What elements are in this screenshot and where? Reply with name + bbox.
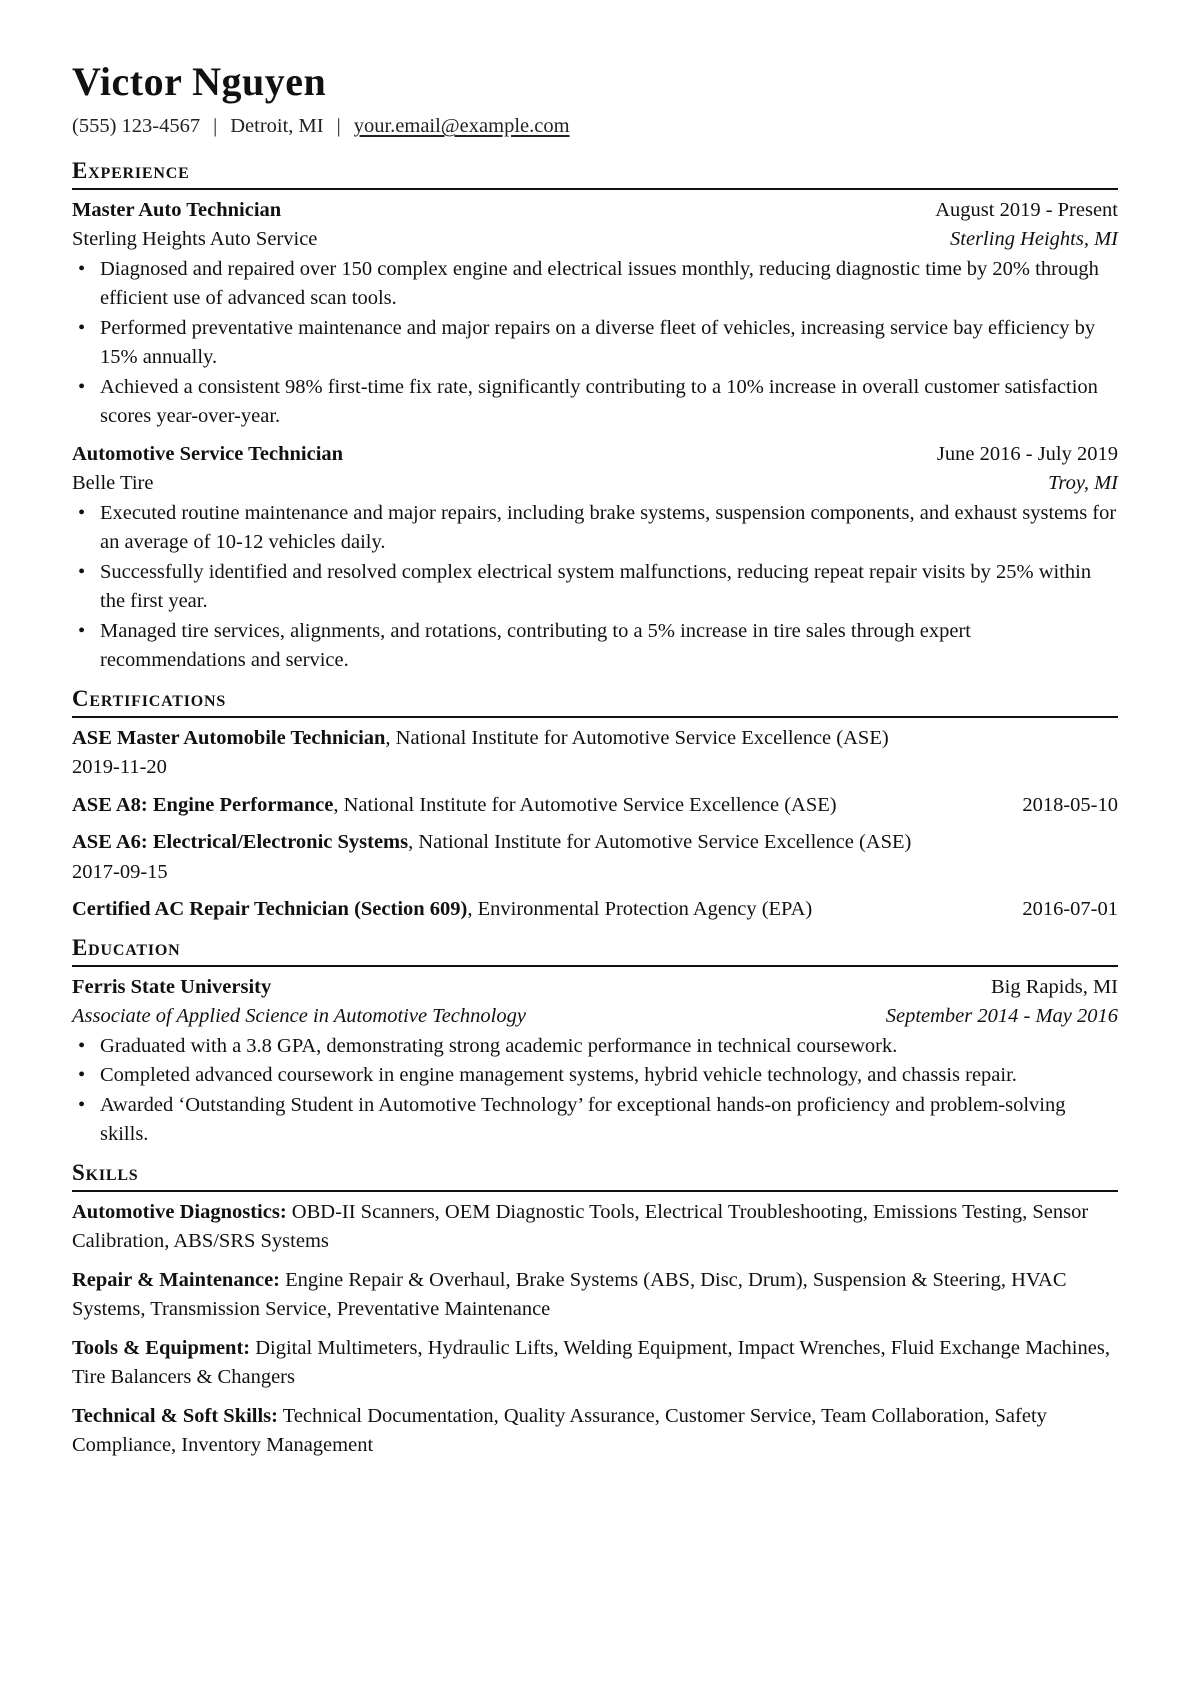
phone: (555) 123-4567 — [72, 115, 201, 137]
job-entry — [72, 196, 1118, 432]
separator: | — [213, 115, 218, 137]
candidate-name: Victor Nguyen — [72, 59, 327, 104]
bullet-item: • Performed preventative maintenance and major repairs on a diverse fleet of vehicles, increasing service bay efficiency by 15% annually. — [72, 314, 1118, 373]
cert-name: ASE A6: Electrical/Electronic Systems — [72, 831, 409, 853]
email-link[interactable]: your.email@example.com — [353, 115, 570, 137]
section-heading: Certifications — [72, 684, 1118, 718]
education-dates: September 2014 - May 2016 — [885, 1005, 1118, 1027]
skill-items: OBD-II Scanners, OEM Diagnostic Tools, Electrical Troubleshooting, Emissions Testing, Sensor Calibration, ABS/SRS Systems — [72, 1200, 1089, 1252]
skills-section — [72, 1158, 1118, 1461]
job-company: Sterling Heights Auto Service — [72, 228, 318, 250]
school-name: Ferris State University — [72, 975, 272, 998]
cert-name: Certified AC Repair Technician (Section 609) — [72, 898, 468, 920]
section-heading: Experience — [72, 156, 1118, 190]
skill-label: Tools & Equipment: — [72, 1336, 251, 1359]
cert-date: 2018-05-10 — [1022, 793, 1118, 816]
bullet-item: • Awarded ‘Outstanding Student in Automotive Technology’ for exceptional hands-on proficiency and problem-solving skills. — [72, 1091, 1118, 1150]
location: Detroit, MI — [230, 115, 324, 137]
cert-date: 2016-07-01 — [1022, 898, 1118, 920]
cert-date: 2019-11-20 — [72, 756, 167, 778]
skill-items: Engine Repair & Overhaul, Brake Systems (ABS, Disc, Drum), Suspension & Steering, HVAC Systems, Transmission Service, Preventative Maintenance — [72, 1268, 1067, 1320]
resume-page — [72, 58, 1118, 1470]
skill-label: Repair & Maintenance: — [72, 1268, 281, 1291]
skill-items: Technical Documentation, Quality Assurance, Customer Service, Team Collaboration, Safety Compliance, Inventory Management — [72, 1404, 1047, 1456]
certification-entry — [72, 791, 1118, 821]
job-dates: August 2019 - Present — [935, 198, 1118, 221]
skill-group — [72, 1198, 1118, 1257]
job-company: Belle Tire — [72, 472, 154, 494]
job-location: Troy, MI — [1048, 472, 1118, 494]
section-heading: Skills — [72, 1158, 1118, 1192]
cert-name: ASE A8: Engine Performance — [72, 793, 334, 816]
cert-date: 2017-09-15 — [72, 860, 168, 883]
experience-section — [72, 156, 1118, 676]
skill-label: Automotive Diagnostics: — [72, 1200, 287, 1223]
cert-name: ASE Master Automobile Technician — [72, 726, 386, 749]
school-location: Big Rapids, MI — [991, 975, 1118, 998]
job-role: Master Auto Technician — [72, 198, 282, 221]
section-heading: Education — [72, 933, 1118, 967]
job-entry — [72, 440, 1118, 676]
cert-issuer: , National Institute for Automotive Service Excellence (ASE) — [333, 793, 837, 816]
skill-label: Technical & Soft Skills: — [72, 1404, 278, 1427]
certification-entry — [72, 895, 1118, 925]
degree: Associate of Applied Science in Automotive Technology — [72, 1005, 526, 1027]
skill-items: Digital Multimeters, Hydraulic Lifts, Welding Equipment, Impact Wrenches, Fluid Exchange Machines, Tire Balancers & Changers — [72, 1336, 1110, 1388]
cert-issuer: , National Institute for Automotive Service Excellence (ASE) — [408, 831, 912, 853]
job-bullets — [72, 255, 1118, 432]
certification-entry — [72, 724, 1118, 783]
certification-entry — [72, 828, 1118, 887]
skill-group — [72, 1402, 1118, 1461]
job-dates: June 2016 - July 2019 — [936, 442, 1118, 465]
cert-issuer: , Environmental Protection Agency (EPA) — [467, 898, 813, 920]
job-location: Sterling Heights, MI — [950, 228, 1118, 250]
bullet-item: • Graduated with a 3.8 GPA, demonstrating strong academic performance in technical coursework. — [72, 1032, 1118, 1062]
job-bullets — [72, 499, 1118, 676]
bullet-item: • Successfully identified and resolved complex electrical system malfunctions, reducing repeat repair visits by 25% within the first year. — [72, 558, 1118, 617]
contact-line — [72, 112, 1118, 142]
education-section — [72, 933, 1118, 1150]
separator: | — [336, 115, 341, 137]
certifications-section — [72, 684, 1118, 925]
skill-group — [72, 1334, 1118, 1393]
bullet-item: • Completed advanced coursework in engine management systems, hybrid vehicle technology, and chassis repair. — [72, 1061, 1118, 1091]
skill-group — [72, 1266, 1118, 1325]
bullet-item: • Managed tire services, alignments, and rotations, contributing to a 5% increase in tire sales through expert recommendations and service. — [72, 617, 1118, 676]
cert-issuer: , National Institute for Automotive Service Excellence (ASE) — [385, 726, 889, 749]
job-role: Automotive Service Technician — [72, 442, 344, 465]
bullet-item: • Achieved a consistent 98% first-time fix rate, significantly contributing to a 10% increase in overall customer satisfaction scores year-over-year. — [72, 373, 1118, 432]
bullet-item: • Executed routine maintenance and major repairs, including brake systems, suspension components, and exhaust systems for an average of 10-12 vehicles daily. — [72, 499, 1118, 558]
education-bullets — [72, 1032, 1118, 1150]
bullet-item: • Diagnosed and repaired over 150 complex engine and electrical issues monthly, reducing diagnostic time by 20% through efficient use of advanced scan tools. — [72, 255, 1118, 314]
